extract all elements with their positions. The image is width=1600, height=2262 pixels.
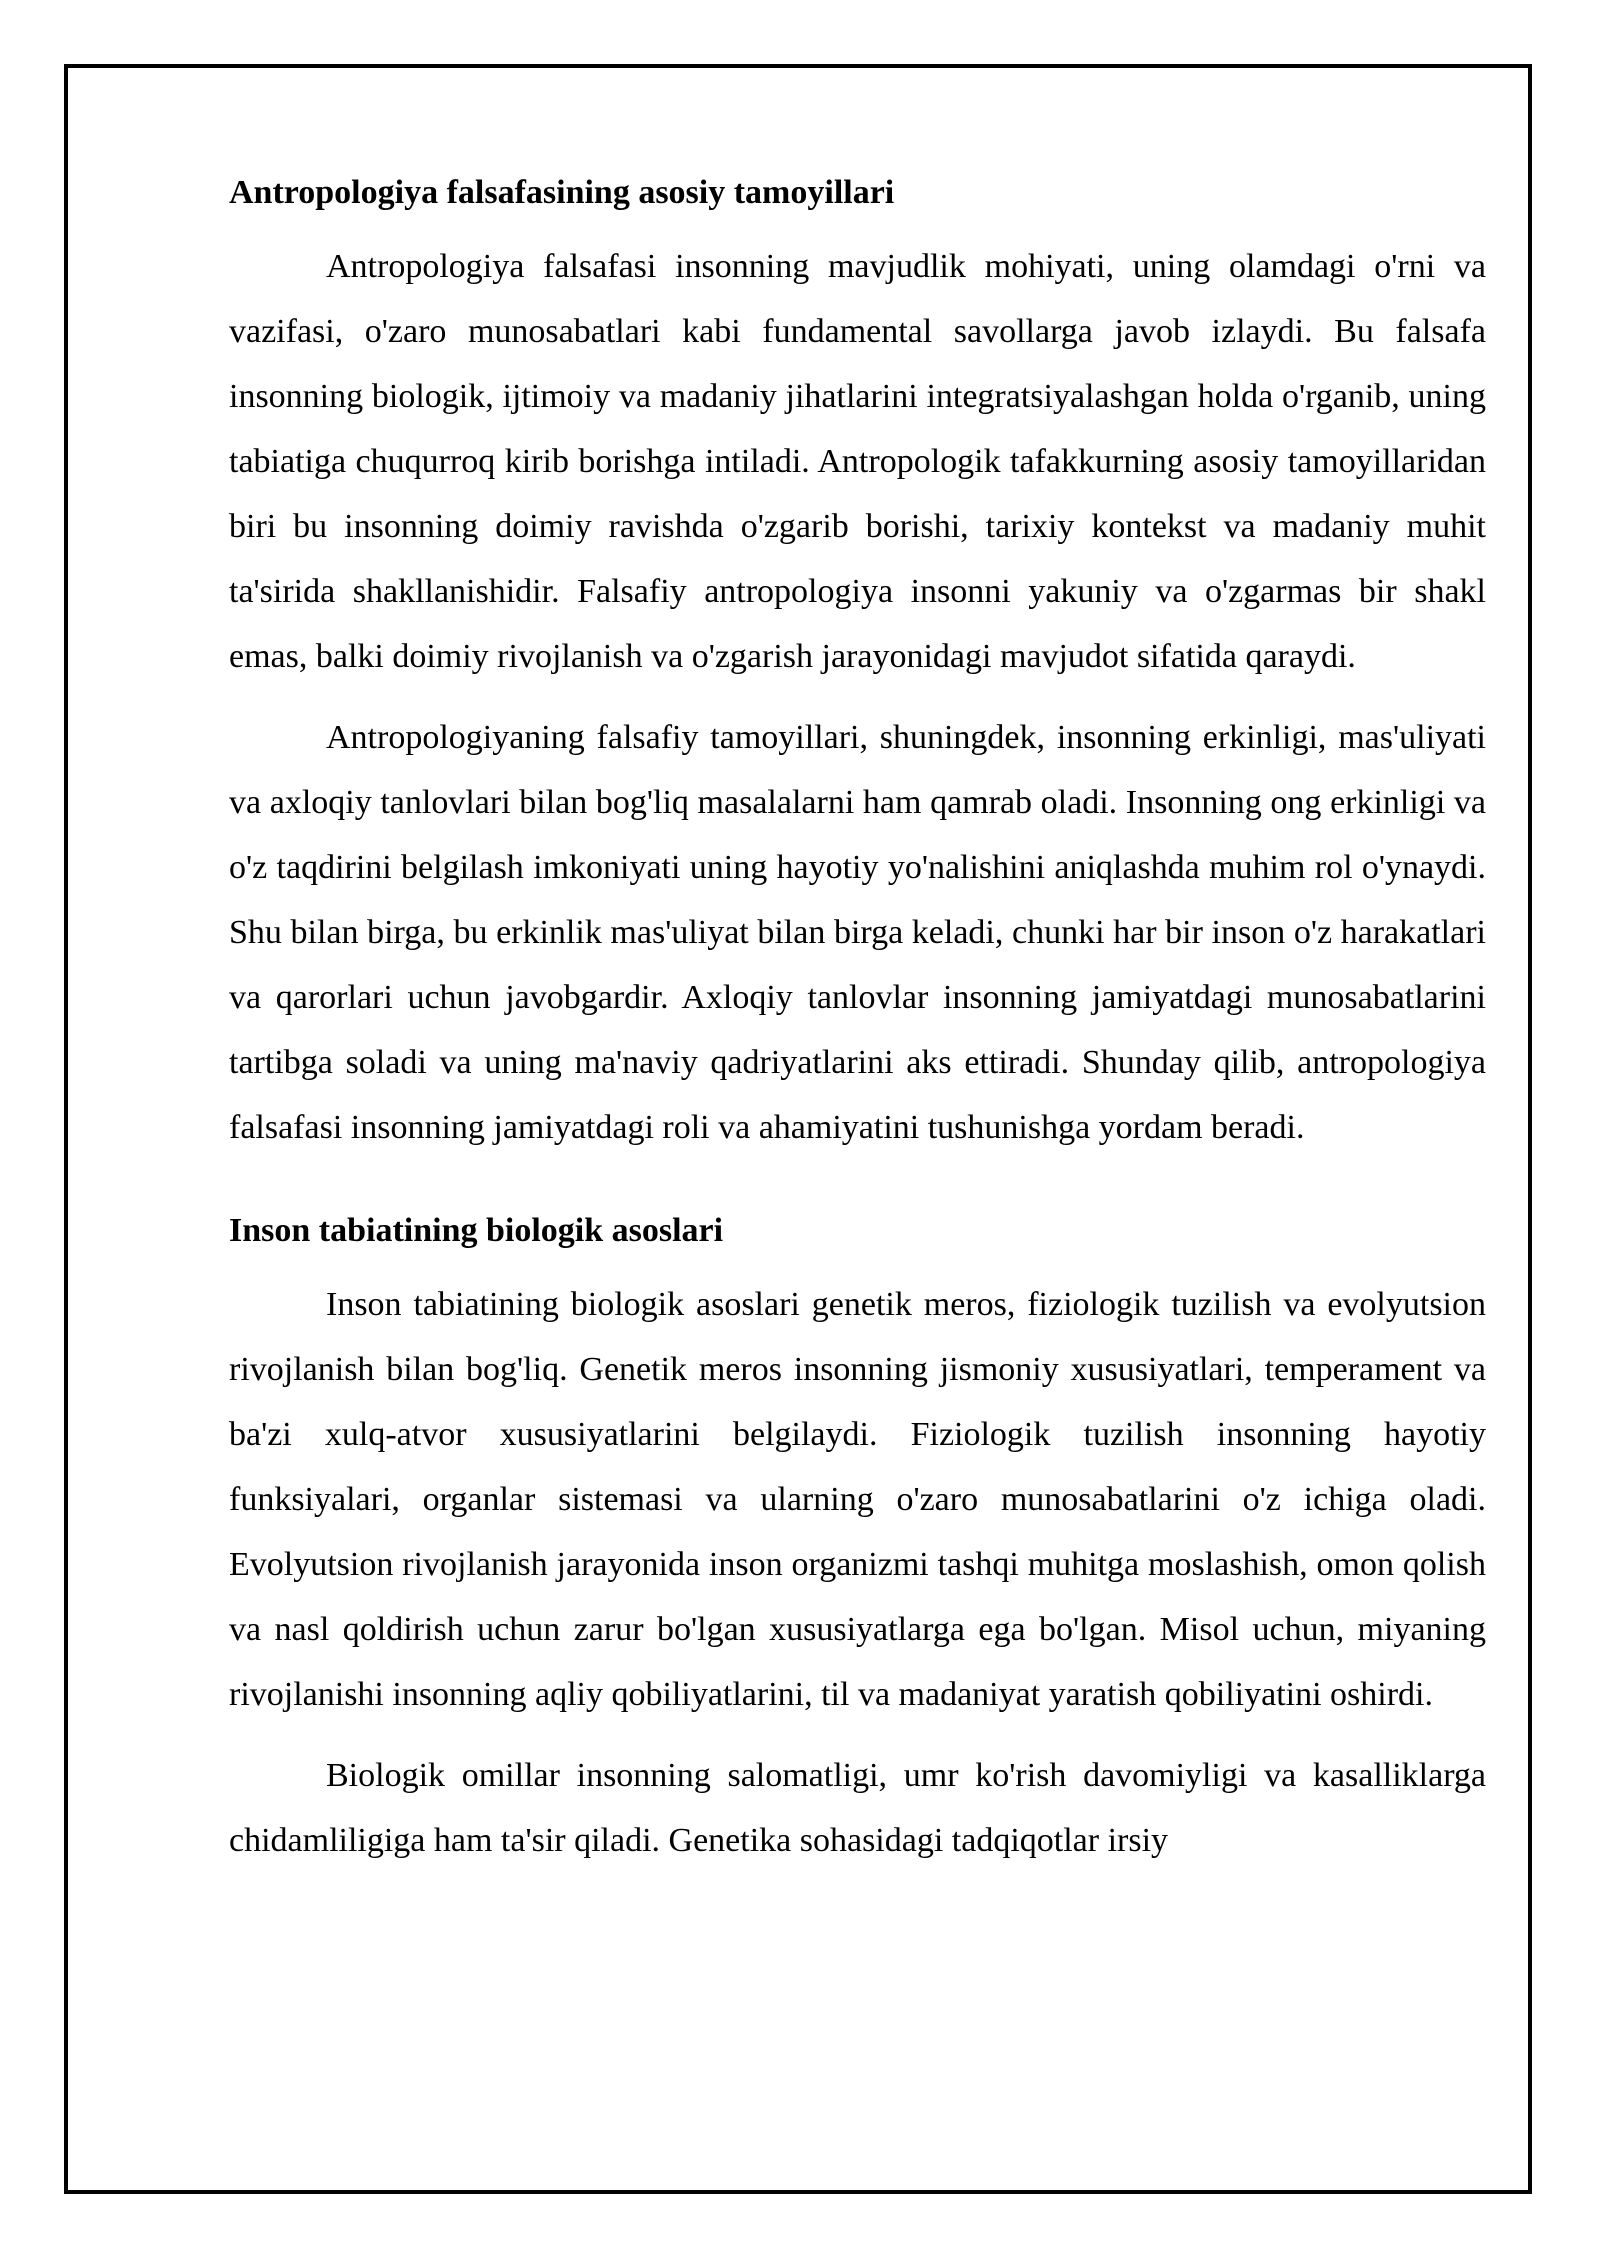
paragraph: Biologik omillar insonning salomatligi, umr ko'rish davomiyligi va kasalliklarga chidamliligiga ham ta'sir qiladi. Genetika sohasidagi tadqiqotlar irsiy — [229, 1757, 1486, 1859]
section-heading: Antropologiya falsafasining asosiy tamoyillari — [229, 174, 895, 211]
document-body — [229, 170, 1486, 1889]
paragraph: Antropologiyaning falsafiy tamoyillari, shuningdek, insonning erkinligi, mas'uliyati va axloqiy tanlovlari bilan bog'liq masalalarni ham qamrab oladi. Insonning ong erkinligi va o'z taqdirini belgilash imkoniyati uning hayotiy yo'nalishini aniqlashda muhim rol o'ynaydi. Shu bilan birga, bu erkinlik mas'uliyat bilan birga keladi, chunki har bir inson o'z harakatlari va qarorlari uchun javobgardir. Axloqiy tanlovlar insonning jamiyatdagi munosabatlarini tartibga soladi va uning ma'naviy qadriyatlarini aks ettiradi. Shunday qilib, antropologiya falsafasi insonning jamiyatdagi roli va ahamiyatini tushunishga yordam beradi. — [229, 719, 1486, 1146]
paragraph: Antropologiya falsafasi insonning mavjudlik mohiyati, uning olamdagi o'rni va vazifasi, o'zaro munosabatlari kabi fundamental savollarga javob izlaydi. Bu falsafa insonning biologik, ijtimoiy va madaniy jihatlarini integratsiyalashgan holda o'rganib, uning tabiatiga chuqurroq kirib borishga intiladi. Antropologik tafakkurning asosiy tamoyillaridan biri bu insonning doimiy ravishda o'zgarib borishi, tarixiy kontekst va madaniy muhit ta'sirida shakllanishidir. Falsafiy antropologiya insonni yakuniy va o'zgarmas bir shakl emas, balki doimiy rivojlanish va o'zgarish jarayonidagi mavjudot sifatida qaraydi. — [229, 248, 1486, 675]
paragraph: Inson tabiatining biologik asoslari genetik meros, fiziologik tuzilish va evolyutsion rivojlanish bilan bog'liq. Genetik meros insonning jismoniy xususiyatlari, temperament va ba'zi xulq-atvor xususiyatlarini belgilaydi. Fiziologik tuzilish insonning hayotiy funksiyalari, organlar sistemasi va ularning o'zaro munosabatlarini o'z ichiga oladi. Evolyutsion rivojlanish jarayonida inson organizmi tashqi muhitga moslashish, omon qolish va nasl qoldirish uchun zarur bo'lgan xususiyatlarga ega bo'lgan. Misol uchun, miyaning rivojlanishi insonning aqliy qobiliyatlarini, til va madaniyat yaratish qobiliyatini oshirdi. — [229, 1286, 1486, 1713]
section-heading: Inson tabiatining biologik asoslari — [229, 1212, 724, 1249]
